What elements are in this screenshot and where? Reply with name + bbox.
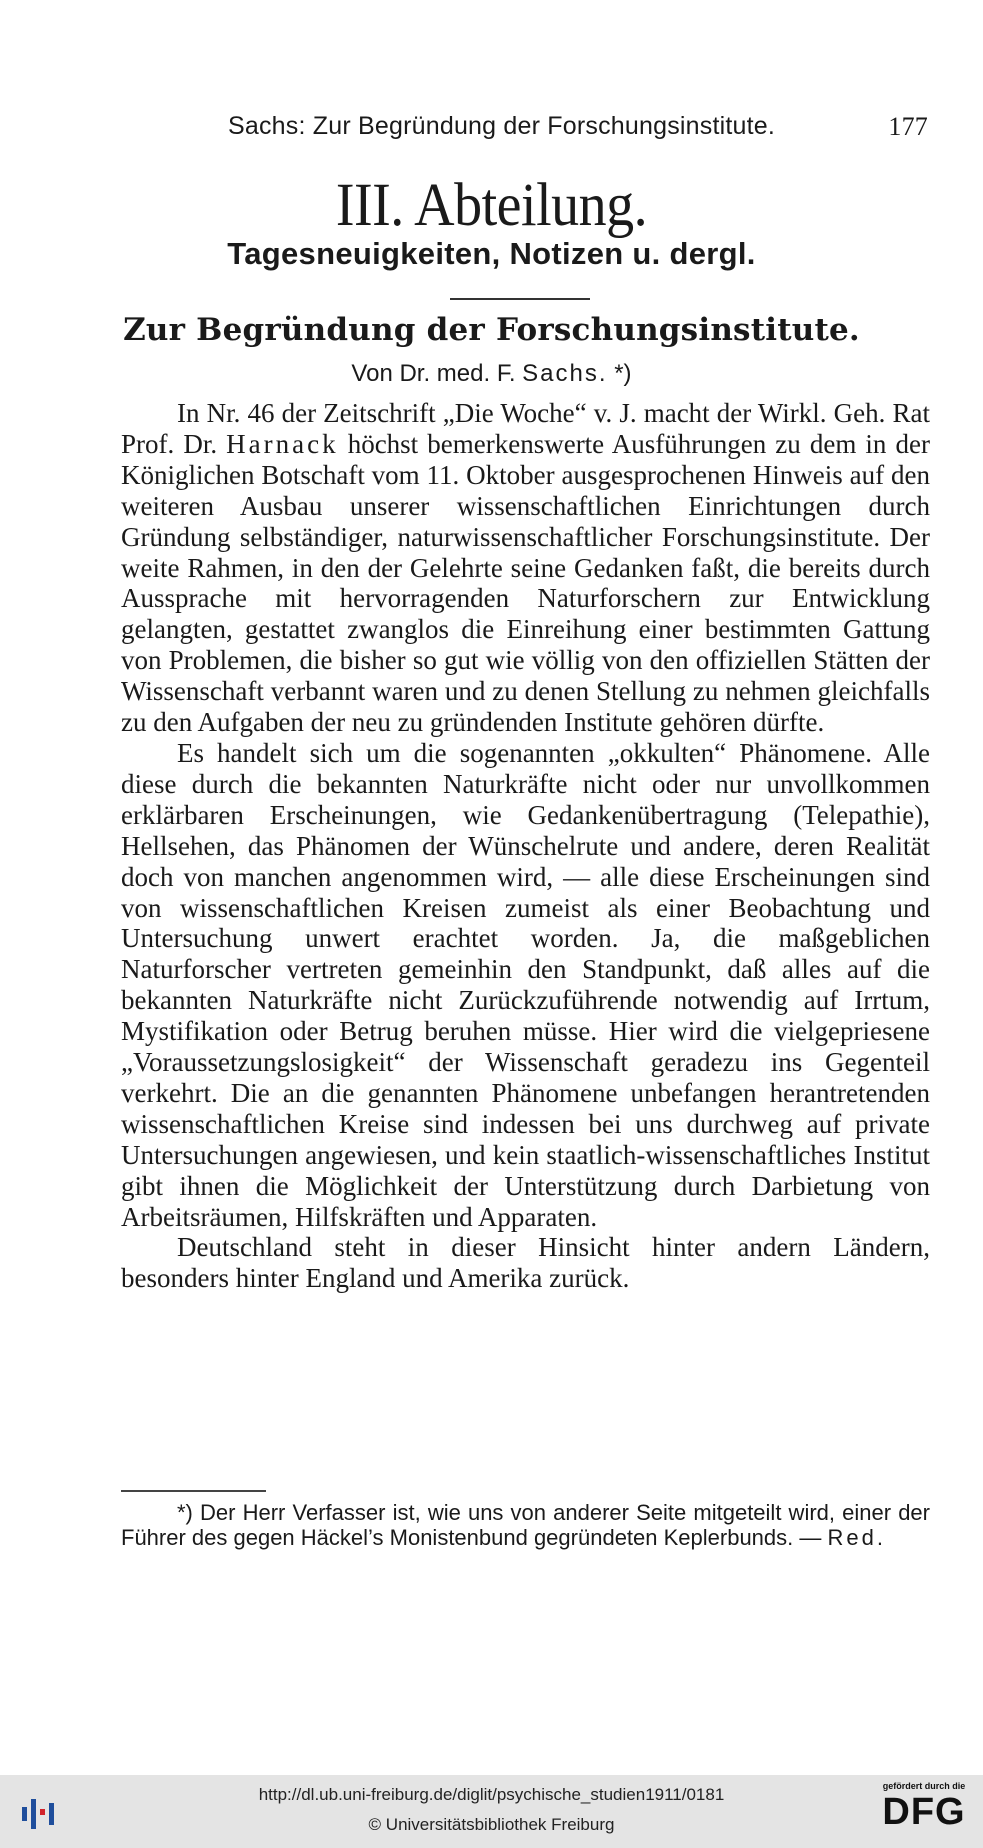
byline-author: Sachs. xyxy=(522,360,608,387)
paragraph-1-start: In Nr. 46 der Zeitschrift „Die Woche“ v. J. macht der Wirkl. Geh. Rat Prof. Dr. xyxy=(121,398,930,459)
footnote-signature: Red. xyxy=(827,1525,886,1550)
section-divider xyxy=(450,298,590,300)
article-title: Zur Begründung der Forschungsinstitute. xyxy=(123,312,860,348)
section-subtitle: Tagesneuigkeiten, Notizen u. dergl. xyxy=(227,236,756,271)
dfg-logo-text: DFG xyxy=(882,1791,966,1833)
paragraph-1 xyxy=(121,398,930,738)
viewer-footer xyxy=(0,1775,983,1848)
paragraph-2: Es handelt sich um die sogenannten „okkulten“ Phänomene. Alle diese durch die bekannten Naturkräfte nicht oder nur unvollkommen erklärbaren Erscheinungen, wie Gedankenübertragung (Telepathie), Hellsehen, das Phänomen der Wünschelrute und andere, deren Realität doch von manchen angenommen wird, — alle diese Erscheinungen sind von wissenschaftlichen Kreisen zumeist als einer Beobachtung und Untersuchung unwert erachtet worden. Ja, die maßgeblichen Naturforscher vertreten gemeinhin den Standpunkt, daß alles auf die bekannten Naturkräfte nicht Zurückzuführende notwendig auf Irrtum, Mystifikation oder Betrug beruhen müsse. Hier wird die vielgepriesene „Voraussetzungslosigkeit“ der Wissenschaft geradezu ins Gegenteil verkehrt. Die an die genannten Phänomene unbefangen herantretenden wissenschaftlichen Kreise sind indessen bei uns durchweg auf private Untersuchungen angewiesen, und kein staatlich-wissenschaftliches Institut gibt ihnen die Möglichkeit der Unterstützung durch Darbietung von Arbeitsräumen, Hilfskräften und Apparaten. xyxy=(121,737,930,1232)
article-body xyxy=(121,398,930,1294)
sponsor-caption: gefördert durch die xyxy=(882,1781,966,1791)
paragraph-1-rest: höchst bemerkenswerte Ausführungen zu dem in der Königlichen Botschaft vom 11. Oktober ausgesprochenen Hinweis auf den weiteren Ausbau unserer wissenschaftlichen Einrichtungen durch Gründung selbständiger, naturwissenschaftlicher Forschungsinstitute. Der weite Rahmen, in den der Gelehrte seine Gedanken faßt, die bereits durch Aussprache mit hervorragenden Naturforschern zur Entwicklung gelangten, gestattet zwanglos die Einreihung einer bestimmten Gattung von Problemen, die bisher so gut wie völlig von den offiziellen Stätten der Wissenschaft verbannt waren und zu denen Stellung zu nehmen gleichfalls zu den Aufgaben der neu zu gründenden Institute gehören dürfte. xyxy=(121,428,930,738)
footnote xyxy=(121,1500,930,1550)
byline xyxy=(0,360,983,388)
footnote-paragraph xyxy=(121,1500,930,1550)
byline-prefix: Von Dr. med. F. xyxy=(351,360,516,387)
running-head-title: Sachs: Zur Begründung der Forschungsinstitute. xyxy=(228,112,775,140)
page-number: 177 xyxy=(888,112,928,141)
copyright-notice: © Universitätsbibliothek Freiburg xyxy=(368,1815,615,1834)
paragraph-1-name: Harnack xyxy=(226,428,339,459)
footnote-marker: *) xyxy=(614,360,632,387)
dfg-logo xyxy=(879,1781,969,1843)
document-url-link[interactable]: http://dl.ub.uni-freiburg.de/diglit/psychische_studien1911/0181 xyxy=(258,1785,725,1804)
running-head xyxy=(228,112,928,141)
footnote-divider xyxy=(121,1490,266,1492)
paragraph-3: Deutschland steht in dieser Hinsicht hinter andern Ländern, besonders hinter England und Amerika zurück. xyxy=(121,1232,930,1294)
section-title: III. Abteilung. xyxy=(335,171,648,240)
footnote-text: *) Der Herr Verfasser ist, wie uns von anderer Seite mitgeteilt wird, einer der Führer des gegen Häckel’s Monistenbund gegründeten Keplerbunds. — xyxy=(121,1500,930,1550)
